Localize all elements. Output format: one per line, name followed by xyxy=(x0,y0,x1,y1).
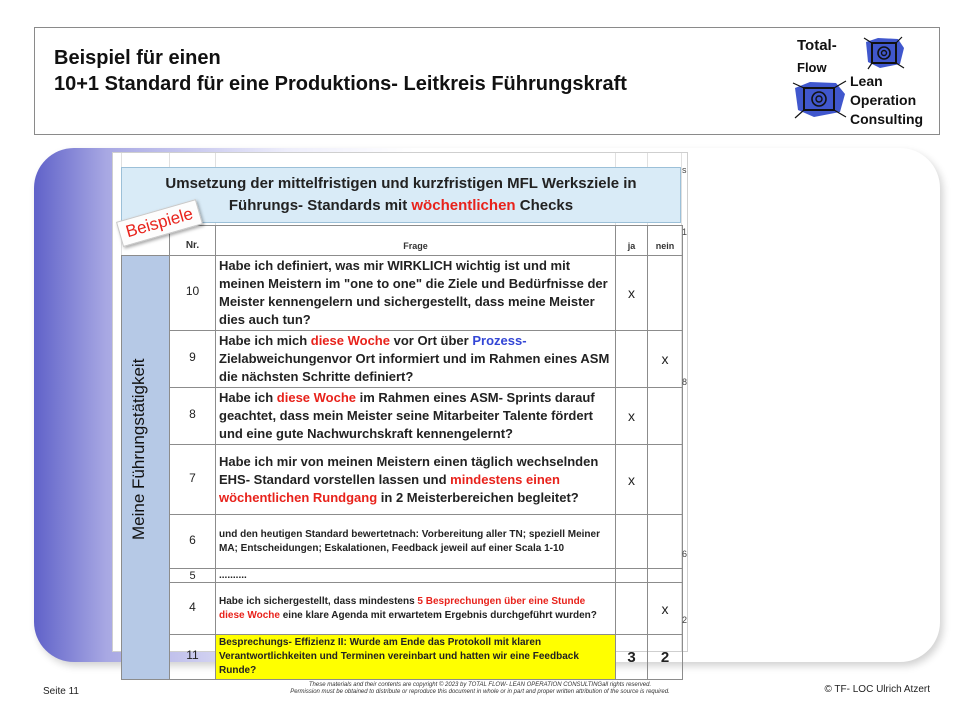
edge-mark: 2 xyxy=(682,615,688,625)
author-credit: © TF- LOC Ulrich Atzert xyxy=(824,684,930,695)
table-header-row xyxy=(122,226,683,256)
table-row xyxy=(122,635,683,680)
row-answer-ja: x xyxy=(616,388,648,445)
row-question: Habe ich mich diese Woche vor Ort über Prozess- Zielabweichungenvor Ort informiert und im Rahmen eines ASM die nächsten Schritte definiert? xyxy=(216,331,616,388)
slide-title-line-2: 10+1 Standard für eine Produktions- Leitkreis Führungskraft xyxy=(54,73,627,95)
sheet-header xyxy=(121,167,681,223)
table-row xyxy=(122,515,683,569)
logo-text-flow: Flow xyxy=(797,60,827,75)
edge-mark: 1 xyxy=(682,227,688,237)
sheet-header-line-1: Umsetzung der mittelfristigen und kurzfristigen MFL Werksziele in xyxy=(165,175,637,192)
row-answer-ja xyxy=(616,515,648,569)
sheet-header-line-2: Führungs- Standards mit wöchentlichen Checks xyxy=(228,197,574,214)
slide-title-line-1: Beispiel für einen xyxy=(54,47,221,69)
examples-stamp: Beispiele xyxy=(116,199,203,247)
row-answer-ja xyxy=(616,331,648,388)
column-header-nr: Nr. xyxy=(170,226,216,256)
row-answer-nein xyxy=(648,388,683,445)
edge-mark: s xyxy=(682,165,687,175)
row-nr: 8 xyxy=(170,388,216,445)
logo-spiral-icon-top xyxy=(862,34,908,72)
row-nr: 7 xyxy=(170,445,216,515)
row-answer-nein xyxy=(648,256,683,331)
table-row xyxy=(122,256,683,331)
questions-table xyxy=(121,225,683,680)
row-nr: 4 xyxy=(170,583,216,635)
table-row xyxy=(122,331,683,388)
row-question: und den heutigen Standard bewertetnach: Vorbereitung aller TN; speziell Meiner MA; Entscheidungen; Eskalationen, Feedback jeweil auf einer Scala 1-10 xyxy=(216,515,616,569)
row-nr: 11 xyxy=(170,635,216,680)
row-question: Habe ich mir von meinen Meistern einen täglich wechselnden EHS- Standard vorstellen lassen und mindestens einen wöchentlichen Rundgang in 2 Meisterbereichen begleitet? xyxy=(216,445,616,515)
edge-mark: 8 xyxy=(682,377,688,387)
row-answer-nein: x xyxy=(648,583,683,635)
row-question: Habe ich definiert, was mir WIRKLICH wichtig ist und mit meinen Meistern im "one to one" die Ziele und Bedürfnisse der Meister kennengelern und sichergestellt, dass meine Meister dies auch tun? xyxy=(216,256,616,331)
row-question: Habe ich sichergestellt, dass mindestens 5 Besprechungen über eine Stunde diese Woche eine klare Agenda mit erwartetem Ergebnis durchgeführt wurden? xyxy=(216,583,616,635)
column-header-frage: Frage xyxy=(216,226,616,256)
row-question: Besprechungs- Effizienz II: Wurde am Ende das Protokoll mit klaren Verantwortlichkeiten und Terminen vereinbart und hatten wir eine Feedback Runde? xyxy=(216,635,616,680)
side-label: Meine Führungstätigkeit xyxy=(129,358,148,540)
row-answer-ja: x xyxy=(616,445,648,515)
table-row xyxy=(122,445,683,515)
row-answer-nein: 2 xyxy=(648,635,683,680)
row-answer-nein: x xyxy=(648,331,683,388)
row-answer-nein xyxy=(648,445,683,515)
logo-text-lean: Lean xyxy=(850,73,883,89)
page-number: Seite 11 xyxy=(43,686,79,697)
row-answer-ja xyxy=(616,583,648,635)
table-row xyxy=(122,569,683,583)
column-header-ja: ja xyxy=(616,226,648,256)
row-answer-ja xyxy=(616,569,648,583)
copyright-notice: These materials and their contents are copyright © 2023 by TOTAL FLOW- LEAN OPERATION CONSULTINGall rights reserved. Permission must be obtained to distribute or reproduce this document in whole or in part and proper written attribution of the source is required. xyxy=(290,682,670,695)
logo-text-consulting: Consulting xyxy=(850,111,924,127)
company-logo xyxy=(780,30,940,134)
table-row xyxy=(122,583,683,635)
row-question: .......... xyxy=(216,569,616,583)
row-answer-ja: x xyxy=(616,256,648,331)
edge-mark: 6 xyxy=(682,549,688,559)
row-nr: 10 xyxy=(170,256,216,331)
table-row xyxy=(122,388,683,445)
spreadsheet-excerpt xyxy=(112,152,688,676)
row-answer-ja: 3 xyxy=(616,635,648,680)
row-question: Habe ich diese Woche im Rahmen eines ASM- Sprints darauf geachtet, dass mein Meister seine Mitarbeiter Talente fördert und eine gute Nachwurchskraft kennengelernt? xyxy=(216,388,616,445)
row-nr: 6 xyxy=(170,515,216,569)
row-nr: 9 xyxy=(170,331,216,388)
row-nr: 5 xyxy=(170,569,216,583)
column-header-nein: nein xyxy=(648,226,683,256)
logo-spiral-icon-bottom xyxy=(792,78,848,120)
row-answer-nein xyxy=(648,569,683,583)
logo-text-operation: Operation xyxy=(850,92,917,108)
logo-text-total: Total- xyxy=(797,37,837,54)
row-answer-nein xyxy=(648,515,683,569)
